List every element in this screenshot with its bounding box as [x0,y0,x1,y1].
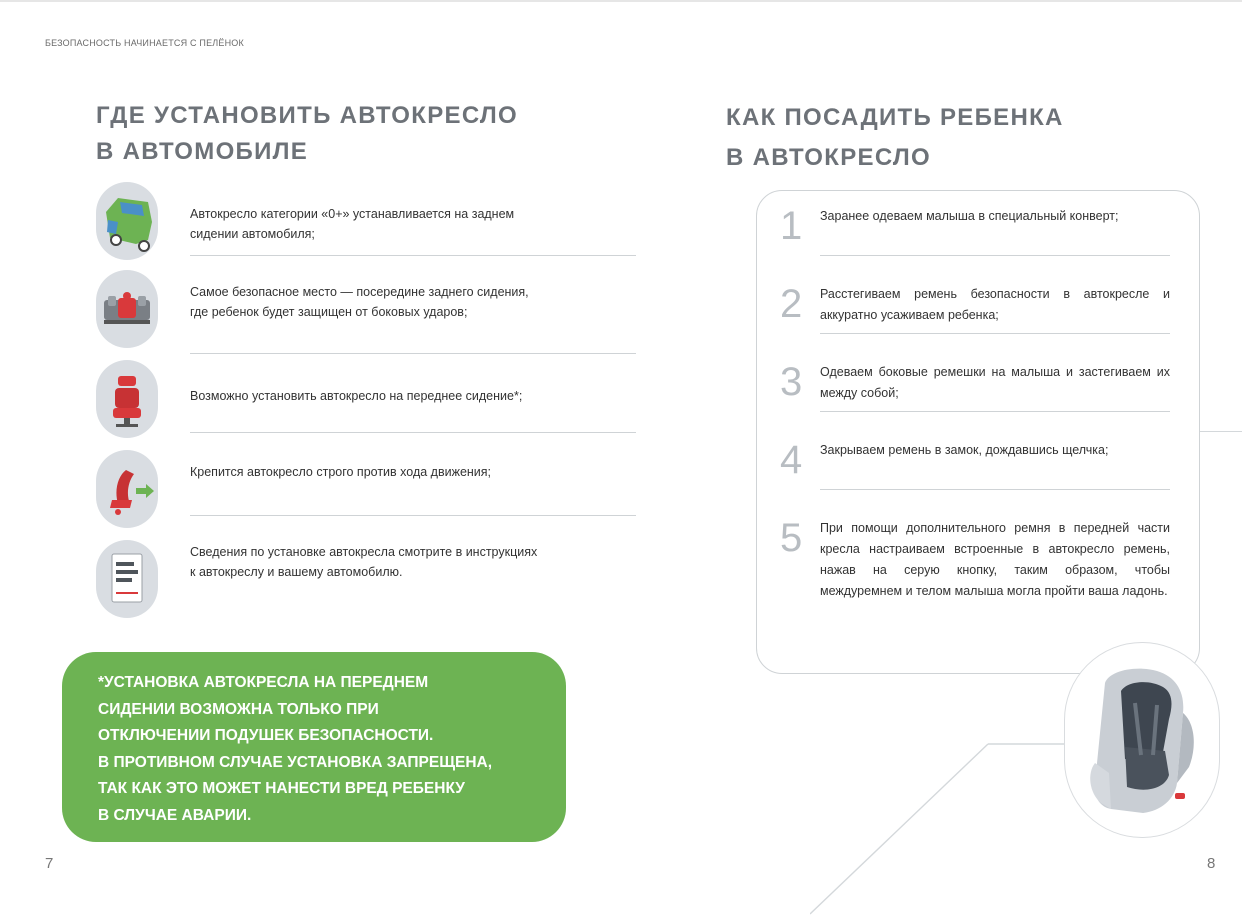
decorative-diagonal-line [810,740,1070,915]
divider [190,255,636,256]
divider [820,489,1170,490]
left-title-line-2: В АВТОМОБИЛЕ [96,138,309,165]
divider [190,353,636,354]
step-text: При помощи дополнительного ремня в передней части кресла настраиваем встроенные в автокресло ремень, нажав на серую кнопку, таким образом, чтобы междуремнем и телом малыша могла пройти ваша ладонь. [820,521,1170,598]
step-text: Одеваем боковые ремешки на малыша и застегиваем их между собой; [820,365,1170,400]
step-number: 4 [780,438,803,482]
right-page-title [726,98,1196,178]
list-item-text: Возможно установить автокресло на переднее сидение*; [190,389,523,403]
rear-facing-seat-icon [96,450,158,528]
step-text: Закрываем ремень в замок, дождавшись щелчка; [820,443,1109,457]
document-icon [96,540,158,618]
top-rule [0,0,1242,2]
step-text: Заранее одеваем малыша в специальный конверт; [820,209,1119,223]
divider [190,515,636,516]
step-number: 5 [780,516,803,560]
right-title-line-1: КАК ПОСАДИТЬ РЕБЕНКА [726,104,1064,131]
divider [820,411,1170,412]
car-icon [96,182,158,260]
running-head: БЕЗОПАСНОСТЬ НАЧИНАЕТСЯ С ПЕЛЁНОК [45,38,244,48]
step-number: 2 [780,282,803,326]
rear-seat-icon [96,270,158,348]
decorative-line [1196,431,1242,432]
left-page-title [96,98,566,170]
divider [820,255,1170,256]
right-title-line-2: В АВТОКРЕСЛО [726,144,931,171]
step-text: Расстегиваем ремень безопасности в автокресле и аккуратно усаживаем ребенка; [820,287,1170,322]
step-number: 3 [780,360,803,404]
list-item-text: Крепится автокресло строго против хода движения; [190,465,492,479]
car-seat-icon [1064,642,1220,838]
page-number-right: 8 [1207,855,1216,872]
step-number: 1 [780,204,803,248]
page-number-left: 7 [45,855,54,872]
warning-text: *УСТАНОВКА АВТОКРЕСЛА НА ПЕРЕДНЕМ СИДЕНИИ ВОЗМОЖНА ТОЛЬКО ПРИ ОТКЛЮЧЕНИИ ПОДУШЕК БЕЗОПАСНОСТИ. В ПРОТИВНОМ СЛУЧАЕ УСТАНОВКА ЗАПРЕЩЕНА, ТАК КАК ЭТО МОЖЕТ НАНЕСТИ ВРЕД РЕБЕНКУ В СЛУЧАЕ АВАРИИ. [98,674,493,824]
front-seat-icon [96,360,158,438]
list-item-text: Автокресло категории «0+» устанавливается на заднем сидении автомобиля; [190,207,515,241]
list-item-text: Самое безопасное место — посередине заднего сидения, где ребенок будет защищен от боковых ударов; [190,285,529,319]
divider [820,333,1170,334]
divider [190,432,636,433]
list-item-text: Сведения по установке автокресла смотрите в инструкциях к автокреслу и вашему автомобилю. [190,545,538,579]
left-title-line-1: ГДЕ УСТАНОВИТЬ АВТОКРЕСЛО [96,102,518,129]
